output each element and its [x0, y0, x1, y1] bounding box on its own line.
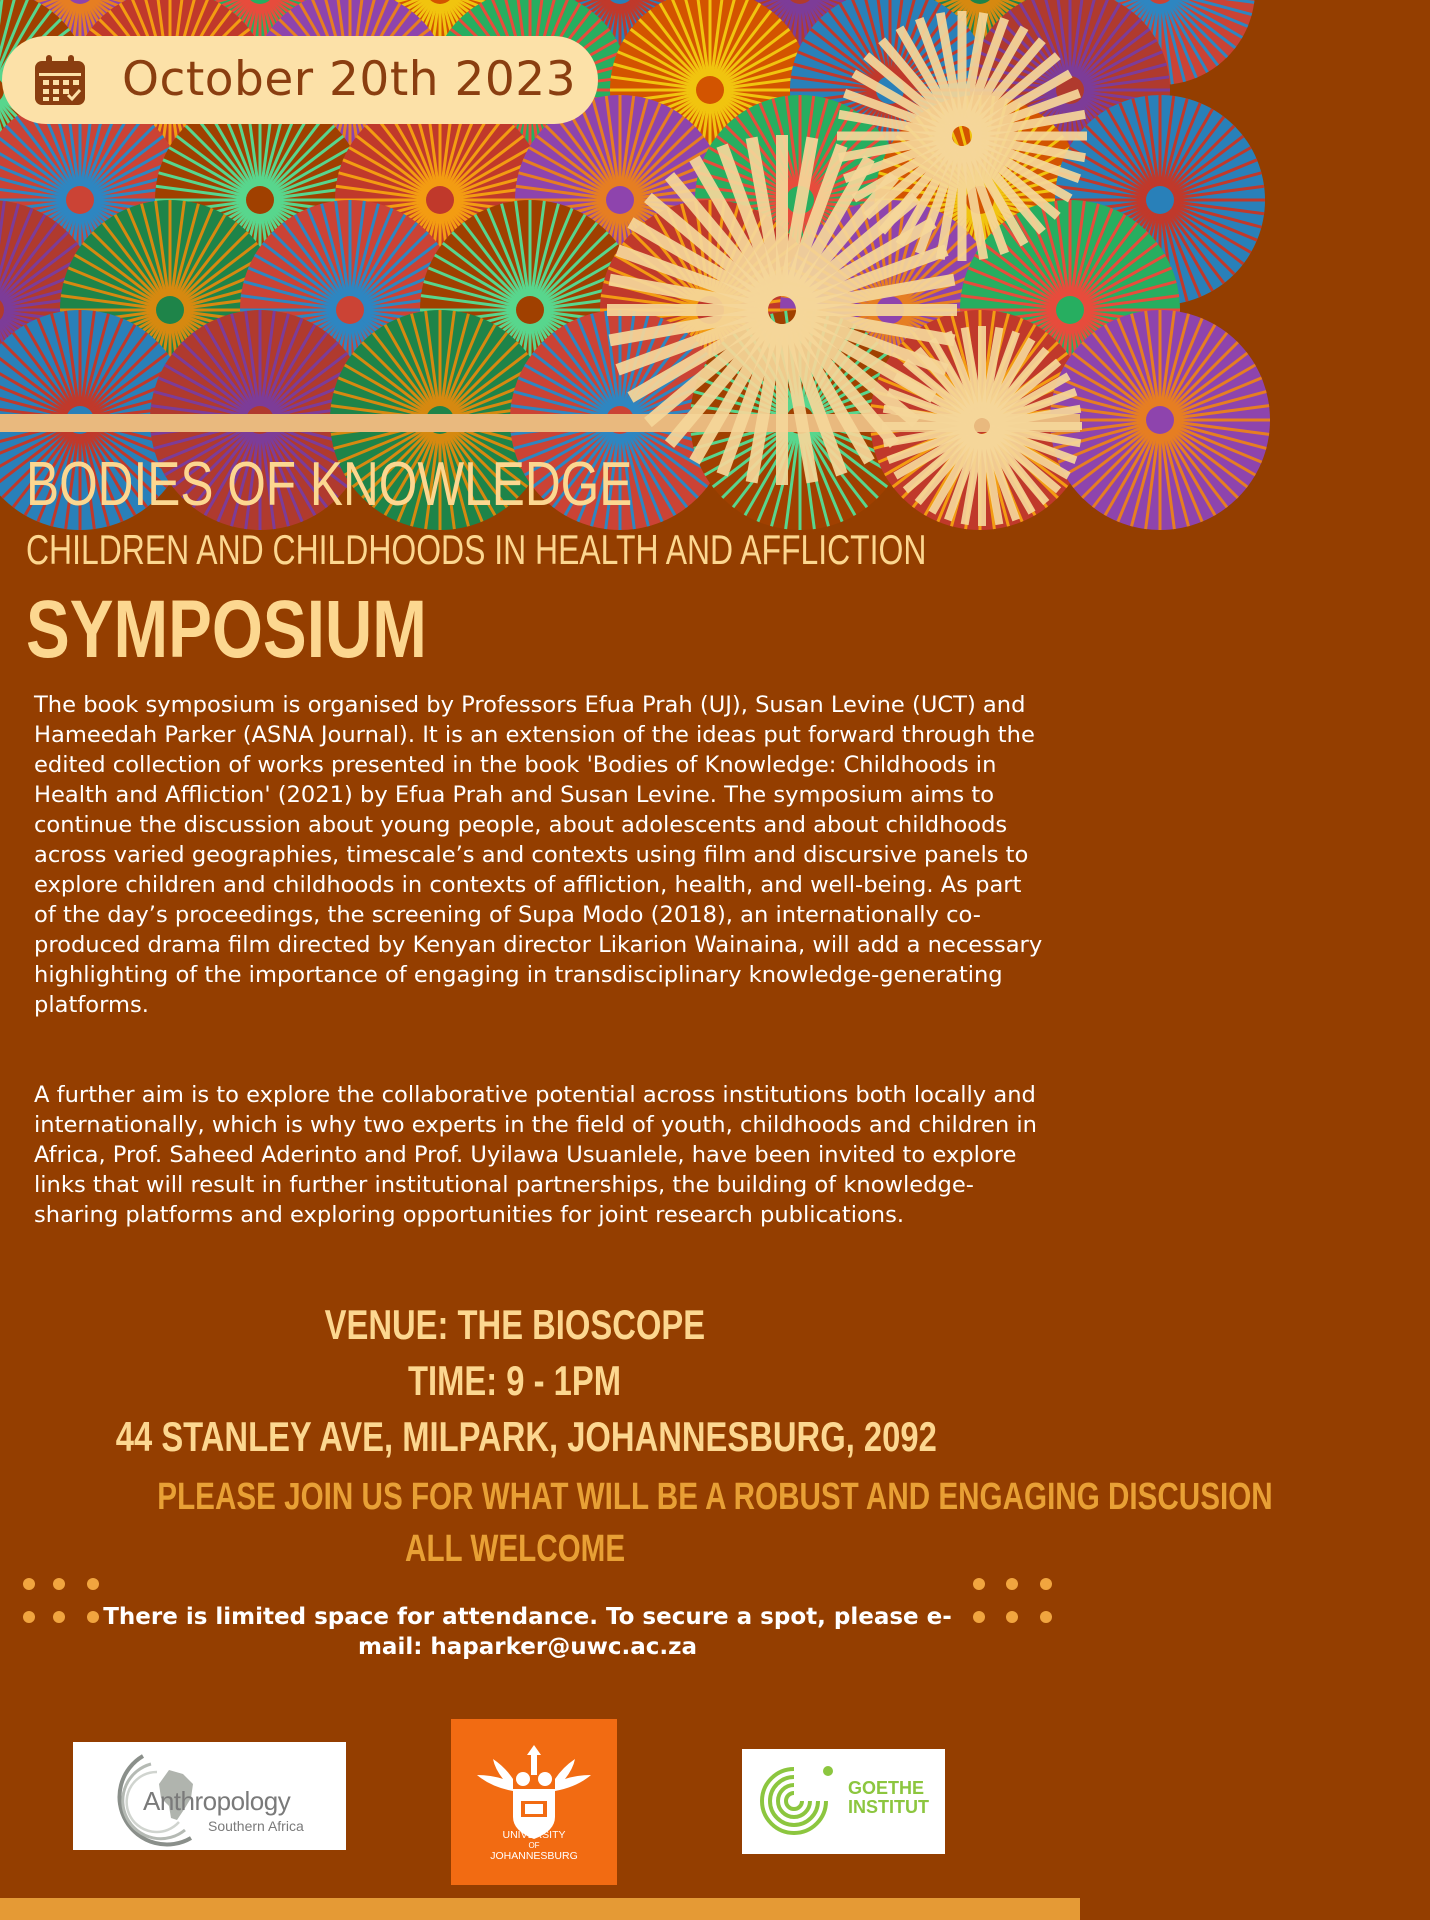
goethe-line-2: INSTITUT	[848, 1797, 929, 1817]
address-line	[0, 1412, 1030, 1462]
venue-line	[0, 1300, 1030, 1350]
address-text: 44 STANLEY AVE, MILPARK, JOHANNESBURG, 2092	[115, 1413, 937, 1460]
anthropology-sub: Southern Africa	[208, 1818, 304, 1834]
anthropology-southern-africa-logo	[73, 1742, 346, 1850]
invite-text: PLEASE JOIN US FOR WHAT WILL BE A ROBUST AND ENGAGING DISCUSION	[157, 1476, 1273, 1518]
uj-line-2: OF	[528, 1841, 540, 1850]
event-title: BODIES OF KNOWLEDGE	[26, 450, 633, 519]
invite-line	[0, 1474, 1273, 1520]
description-paragraph-2: A further aim is to explore the collaborative potential across institutions both locally and internationally, which is why two experts in the field of youth, childhoods and children in Africa, Prof. Saheed Aderinto and Prof. Uyilawa Usuanlele, have been invited to explore links that will result in further institutional partnerships, the building of knowledge-sharing platforms and exploring opportunities for joint research publications.	[34, 1082, 1037, 1228]
goethe-institut-logo	[742, 1749, 945, 1854]
uj-line-1: UNIVERSITY	[502, 1829, 566, 1841]
anthropology-name: Anthropology	[143, 1786, 291, 1816]
calendar-icon	[32, 52, 88, 108]
goethe-line-1: GOETHE	[848, 1778, 925, 1798]
goethe-name	[848, 1779, 929, 1817]
description-paragraph-1: The book symposium is organised by Professors Efua Prah (UJ), Susan Levine (UCT) and Hameedah Parker (ASNA Journal). It is an extension of the ideas put forward through the edited collection of works presented in the book 'Bodies of Knowledge: Childhoods in Health and Affliction' (2021) by Efua Prah and Susan Levine. The symposium aims to continue the discussion about young people, about adolescents and about childhoods across varied geographies, timescale’s and contexts using film and discursive panels to explore children and childhoods in contexts of affliction, health, and well-being. As part of the day’s proceedings, the screening of Supa Modo (2018), an internationally co-produced drama film directed by Kenyan director Likarion Wainaina, will add a necessary highlighting of the importance of engaging in transdisciplinary knowledge-generating platforms.	[34, 692, 1043, 1018]
time-text: TIME: 9 - 1PM	[408, 1357, 622, 1404]
event-type: SYMPOSIUM	[26, 584, 427, 675]
event-subtitle: CHILDREN AND CHILDHOODS IN HEALTH AND AFFLICTION	[26, 526, 927, 573]
registration-notice: There is limited space for attendance. To secure a spot, please e-mail: haparker@uwc.ac.za	[103, 1604, 952, 1660]
date-badge	[2, 36, 598, 124]
event-date: October 20th 2023	[122, 52, 577, 107]
venue-text: VENUE: THE BIOSCOPE	[324, 1301, 706, 1348]
time-line	[0, 1356, 1030, 1406]
uj-line-3: JOHANNESBURG	[490, 1850, 578, 1862]
welcome-line	[0, 1526, 1030, 1572]
welcome-text: ALL WELCOME	[404, 1528, 626, 1570]
university-of-johannesburg-logo	[451, 1719, 617, 1885]
footer-bar	[0, 1898, 1080, 1920]
banner-divider	[0, 414, 1080, 432]
